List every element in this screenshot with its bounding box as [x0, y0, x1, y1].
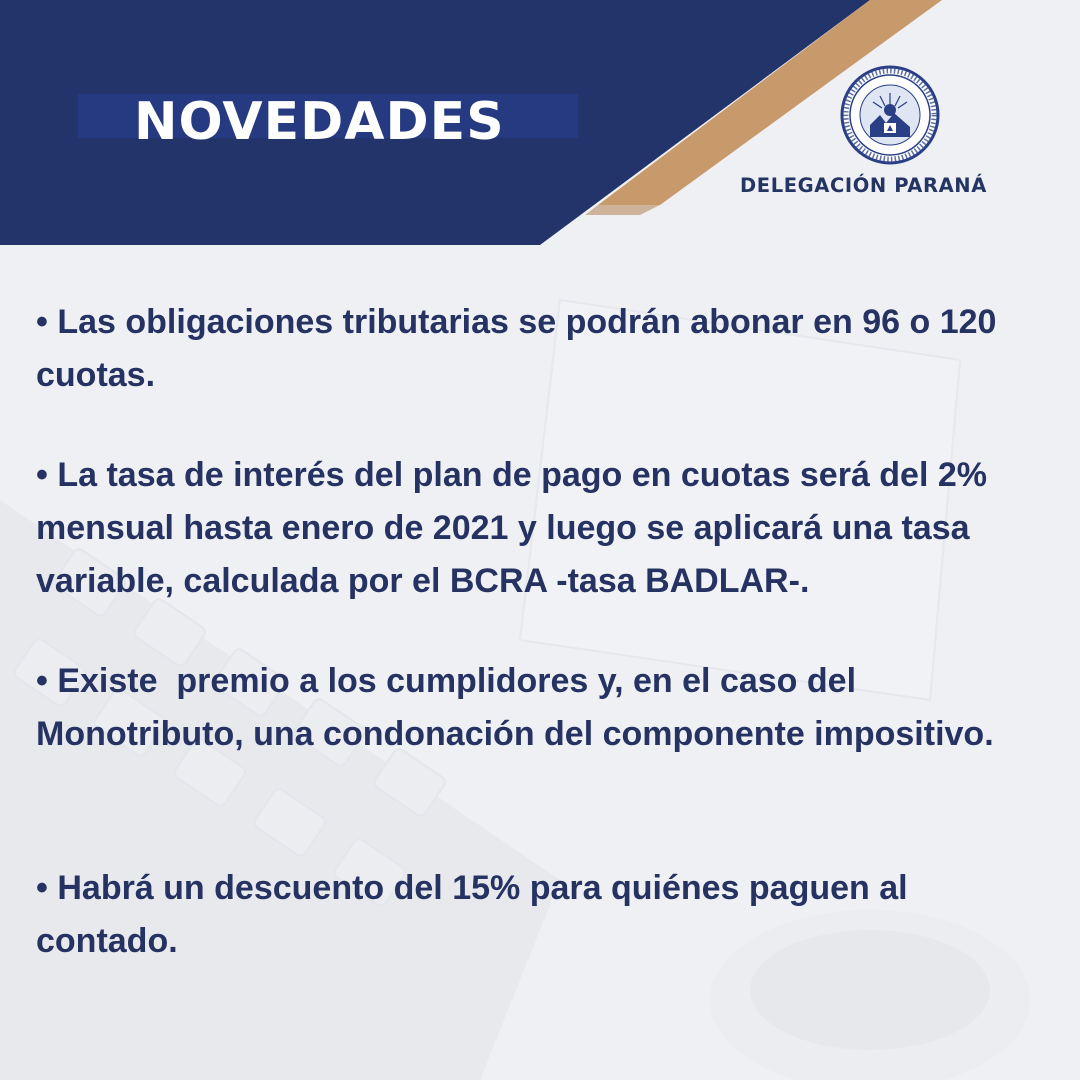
list-item: • Existe premio a los cumplidores y, en el caso del Monotributo, una condonación del componente impositivo. [36, 662, 994, 753]
list-item: • Las obligaciones tributarias se podrán abonar en 96 o 120 cuotas. [36, 303, 1006, 394]
list-item: • La tasa de interés del plan de pago en cuotas será del 2% mensual hasta enero de 2021 y luego se aplicará una tasa variable, calculada por el BCRA -tasa BADLAR-. [36, 456, 997, 600]
page-title: NOVEDADES [134, 92, 505, 152]
delegation-label: DELEGACIÓN PARANÁ [740, 174, 987, 197]
seal-logo-icon [840, 65, 940, 165]
list-item: • Habrá un descuento del 15% para quiénes paguen al contado. [36, 869, 918, 960]
